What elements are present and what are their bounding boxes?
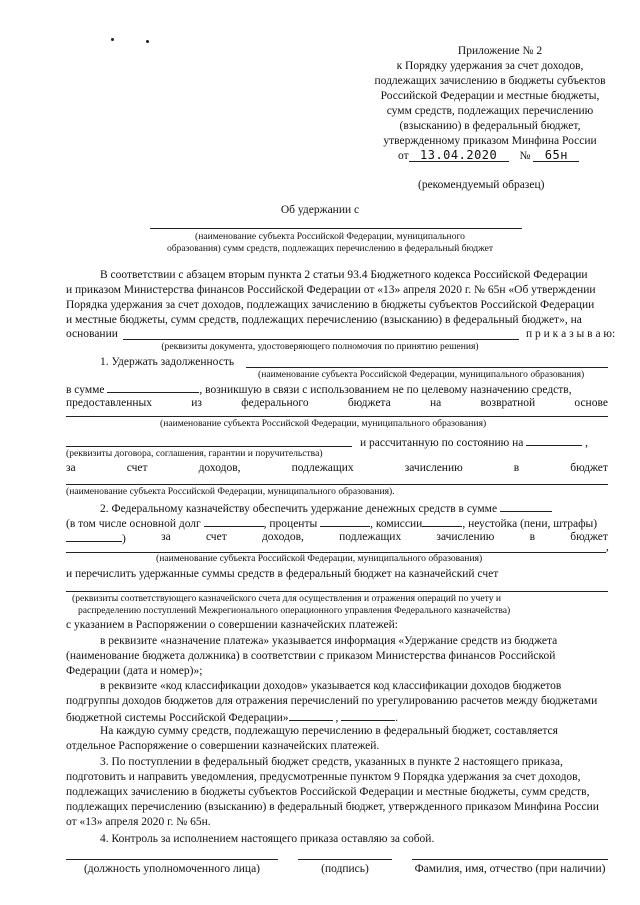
amount-field <box>500 500 552 512</box>
principal-field <box>204 515 264 527</box>
commission-field <box>422 515 462 527</box>
word: ) <box>122 533 126 545</box>
item3-line: от «13» апреля 2020 г. № 65н. <box>66 816 211 828</box>
grantor-line <box>66 416 608 417</box>
comma-mark: , <box>606 541 609 553</box>
item1-caption: (реквизиты договора, соглашения, гарантии и поручительства) <box>66 448 323 459</box>
preamble-line: Порядка удержания за счет доходов, подлежащих зачислению в бюджеты субъектов Российской Федерации <box>66 299 595 311</box>
word: в <box>513 462 520 474</box>
word: бюджета <box>347 397 391 409</box>
item3-line: подлежащих зачислению в бюджеты субъектов Российской Федерации и местные бюджеты, сумм средств, <box>66 786 590 798</box>
preamble-line: и приказом Министерства финансов Российской Федерации от «13» апреля 2020 г. № 65н «Об утверждении <box>66 284 596 296</box>
word: за <box>161 531 171 543</box>
order-word: п р и к а з ы в а ю: <box>526 328 616 340</box>
contract-line <box>66 446 352 447</box>
item3-line: подготовить и направить уведомления, предусмотренные пунктом 9 Порядка удержания за счет доходов, <box>66 771 581 783</box>
item2-line: На каждую сумму средств, подлежащую перечислению в федеральный бюджет, составляется <box>100 725 558 737</box>
order-date: 13.04.2020 <box>409 148 509 162</box>
word: на <box>429 397 442 409</box>
item2-line: бюджетной системы Российской Федерации» , . <box>66 709 398 725</box>
preamble-line: В соответствии с абзацем вторым пункта 2 статьи 93.4 Бюджетного кодекса Российской Федерации <box>100 269 588 281</box>
number-label: № <box>519 150 531 162</box>
word: основе <box>574 397 608 409</box>
word: подлежащих <box>291 462 354 474</box>
header-line: Российской Федерации и местные бюджеты, <box>380 90 600 102</box>
item1-text: , возникшую в связи с использованием не по целевому назначению средств, <box>199 384 572 396</box>
item2-line: (наименование бюджета должника) в соответствии с приказом Министерства финансов Российской <box>66 650 556 662</box>
item2-line: в реквизите «код классификации доходов» указывается код классификации доходов бюджетов <box>100 680 562 692</box>
order-number: 65н <box>533 148 579 162</box>
basis-caption: (реквизиты документа, удостоверяющего полномочия по принятию решения) <box>161 341 479 352</box>
header-line: сумм средств, подлежащих перечислению <box>386 105 594 117</box>
word: счет <box>205 531 227 543</box>
word: бюджет <box>570 531 608 543</box>
word: зачислению <box>436 531 495 543</box>
scan-dot <box>111 38 114 41</box>
word: возвратной <box>480 397 536 409</box>
item2-text: бюджетной системы Российской Федерации» <box>66 712 289 724</box>
full-name-caption: Фамилия, имя, отчество (при наличии) <box>414 863 606 875</box>
subject-name-line <box>150 228 522 229</box>
item1-caption: (наименование субъекта Российской Федерации, муниципального образования). <box>66 486 395 497</box>
scan-dot <box>146 40 149 43</box>
word: предоставленных <box>66 397 153 409</box>
item3-line: 3. По поступлении в федеральный бюджет средств, указанных в пункте 2 настоящего приказа, <box>100 756 563 768</box>
debtor-line <box>246 367 608 368</box>
item2-line <box>66 515 597 531</box>
item3-line: подлежащих перечислению (взысканию) в федеральный бюджет, утвержденного приказом Минфина России <box>66 801 599 813</box>
item1-line: и рассчитанную по состоянию на , <box>360 434 588 450</box>
item2-caption: (наименование субъекта Российской Федерации, муниципального образования) <box>156 553 483 564</box>
account-line <box>66 591 608 592</box>
basis-line <box>123 339 519 340</box>
amount-label: в сумме <box>66 384 105 396</box>
item2-text: , неустойка (пени, штрафы) <box>462 518 598 530</box>
item2-line <box>100 500 552 516</box>
header-line: (взысканию) в федеральный бюджет, <box>399 120 581 132</box>
from-label: от <box>398 150 409 162</box>
preamble-line: и местные бюджеты, сумм средств, подлежащих перечислению (взысканию) в федеральный бюджет», на <box>66 314 582 326</box>
item1-justified-line <box>66 461 608 475</box>
code-field <box>341 709 395 721</box>
item1-caption: (наименование субъекта Российской Федерации, муниципального образования) <box>258 369 585 380</box>
date-field <box>526 434 582 446</box>
word: доходов, <box>261 531 304 543</box>
title-caption: образования) сумм средств, подлежащих перечислению в федеральный бюджет <box>166 243 494 254</box>
sample-note: (рекомендуемый образец) <box>418 179 545 191</box>
word: федерального <box>241 397 309 409</box>
amount-field <box>107 381 199 393</box>
word: подлежащих <box>339 531 402 543</box>
item1-line <box>66 381 572 397</box>
position-caption: (должность уполномоченного лица) <box>83 863 261 875</box>
item1-line: 1. Удержать задолженность <box>100 356 235 368</box>
full-name-line <box>412 859 608 860</box>
header-line: утвержденному приказом Минфина России <box>383 135 597 147</box>
item2-text: (в том числе основной долг <box>66 518 201 530</box>
word: счет <box>126 462 148 474</box>
item2-line: с указанием в Распоряжении о совершении казначейских платежей: <box>66 619 398 631</box>
item2-line: в реквизите «назначение платежа» указывается информация «Удержание средств из бюджета <box>100 635 558 647</box>
item2-text: , комиссии <box>370 518 423 530</box>
header-line: к Порядку удержания за счет доходов, <box>396 60 584 72</box>
preamble-line: основании <box>66 328 118 340</box>
title-caption: (наименование субъекта Российской Федерации, муниципального <box>195 231 465 242</box>
word: в <box>529 531 536 543</box>
item2-line: подгруппы доходов бюджетов для отражения перечислений по урегулированию расчетов между бюджетами <box>66 695 598 707</box>
position-line <box>66 859 278 860</box>
item2-line: и перечислить удержанные суммы средств в федеральный бюджет на казначейский счет <box>66 568 499 580</box>
word: из <box>191 397 202 409</box>
item2-justified-line <box>66 530 608 546</box>
item1-text: и рассчитанную по состоянию на <box>360 437 524 449</box>
word: за <box>66 462 76 474</box>
document-title: Об удержании с <box>280 204 360 216</box>
word: бюджет <box>570 462 608 474</box>
penalty-field <box>66 530 122 542</box>
header-line: Приложение № 2 <box>457 45 543 57</box>
word: доходов, <box>198 462 241 474</box>
item2-line: Федерации (дата и номер)»; <box>66 665 203 677</box>
signature-caption: (подпись) <box>321 863 369 875</box>
item2-line: отдельное Распоряжение о совершении казначейских платежей. <box>66 740 380 752</box>
interest-field <box>320 515 370 527</box>
item2-caption: распределению поступлений Межрегионального операционного управления Федерального казначейства) <box>78 605 511 616</box>
signature-line <box>298 859 392 860</box>
item1-caption: (наименование субъекта Российской Федерации, муниципального образования) <box>160 418 487 429</box>
item2-caption: (реквизиты соответствующего казначейского счета для осуществления и отражения операций по учету и <box>72 593 502 604</box>
penalty-field-wrap <box>66 530 126 546</box>
budget-line <box>66 484 608 485</box>
item1-justified-line <box>66 396 608 410</box>
item2-text: 2. Федеральному казначейству обеспечить удержание денежных средств в сумме <box>100 503 498 515</box>
header-line: подлежащих зачислению в бюджеты субъектов <box>374 75 606 87</box>
item2-text: , проценты <box>263 518 318 530</box>
order-reference <box>398 148 579 163</box>
word: зачислению <box>404 462 463 474</box>
code-field <box>289 709 333 721</box>
item4-line: 4. Контроль за исполнением настоящего приказа оставляю за собой. <box>100 833 435 845</box>
